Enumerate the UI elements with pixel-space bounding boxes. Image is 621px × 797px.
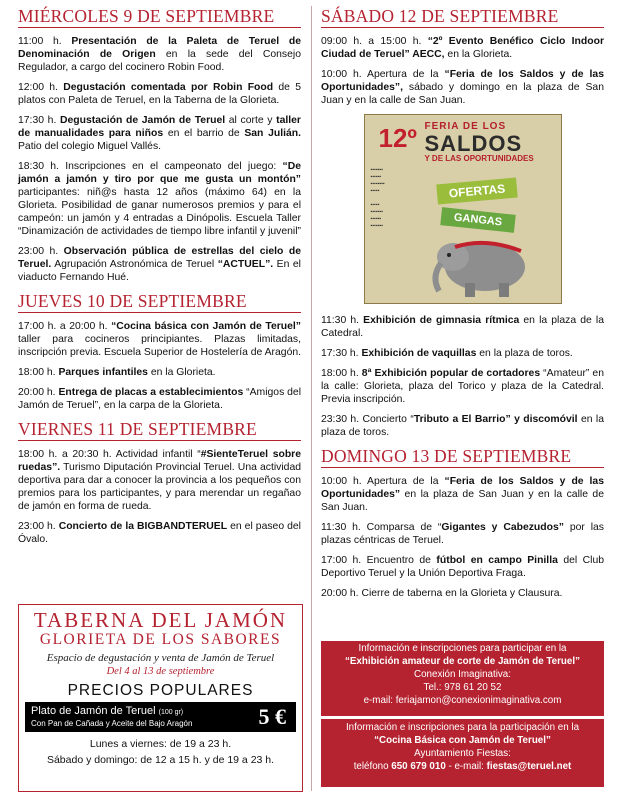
phone-text: 650 679 010 (391, 761, 446, 772)
event-item: 17:00 h. Encuentro de fútbol en campo Pinilla del Club Deportivo Teruel y la Unión Deportiva Fraga. (321, 555, 605, 579)
elephant-illustration (425, 233, 545, 299)
event-item: 18:00 h. Parques infantiles en la Glorieta. (18, 367, 216, 378)
event-item: 11:30 h. Exhibición de gimnasia rítmica en la plaza de la Catedral. (321, 315, 604, 339)
event-item: 20:00 h. Entrega de placas a establecimientos “Amigos del Jamón de Teruel”, en la carpa de la Glorieta. (18, 387, 302, 411)
taberna-title: TABERNA DEL JAMÓN (33, 608, 288, 632)
info-line: Información e inscripciones para participar en la (358, 643, 567, 654)
info-line: Conexión Imaginativa: (414, 669, 511, 680)
day-heading-thursday: JUEVES 10 DE SEPTIEMBRE (18, 291, 301, 313)
event-item: 20:00 h. Cierre de taberna en la Glorieta y Clausura. (321, 588, 563, 599)
event-item: 10:00 h. Apertura de la “Feria de los Saldos y de las Oportunidades”, sábado y domingo en la plaza de San Juan y en la calle de San Juan. (321, 69, 604, 106)
day-heading-friday: VIERNES 11 DE SEPTIEMBRE (18, 419, 301, 441)
phone-text: Tel.: 978 61 20 52 (423, 682, 502, 693)
hours-weekend: Sábado y domingo: de 12 a 15 h. y de 19 a 23 h. (46, 754, 275, 766)
plato-sublabel: Con Pan de Cañada y Aceite del Bajo Aragón (31, 719, 193, 728)
email-link[interactable]: e-mail: feriajamon@conexionimaginativa.com (363, 695, 562, 706)
event-item: 12:00 h. Degustación comentada por Robin Food de 5 platos con Paleta de Teruel, en la Taberna de la Glorieta. (18, 82, 301, 106)
taberna-dates: Del 4 al 13 de septiembre (106, 666, 215, 677)
price-banner (25, 702, 296, 732)
event-item: 18:00 h. a 20:30 h. Actividad infantil “#SienteTeruel sobre ruedas”. Turismo Diputación Provincial Teruel. Una actividad deportiva para dar a conocer la provincia a los pequeños con premios para los participantes, y para merendar un regañao de jamón en forma de rueda. (18, 449, 301, 512)
poster-line3: Y DE LAS OPORTUNIDADES (424, 154, 534, 163)
hours-weekdays: Lunes a viernes: de 19 a 23 h. (89, 738, 232, 750)
event-item: 23:00 h. Observación pública de estrellas del cielo de Teruel. Agrupación Astronómica de Teruel “ACTUEL”. En el viaducto Fernando Hué. (18, 246, 301, 283)
taberna-description: Espacio de degustación y venta de Jamón de Teruel (46, 652, 275, 664)
info-box-cocina (321, 719, 604, 787)
column-divider (311, 6, 312, 791)
event-item: 18:00 h. 8ª Exhibición popular de cortadores “Amateur” en la calle: Glorieta, plaza del Torico y plaza de la Catedral. Previa inscripción. (321, 368, 604, 405)
poster-gangas-sign: GANGAS (440, 207, 515, 233)
poster-ofertas-sign: OFERTAS (436, 178, 517, 205)
poster-number: 12º (378, 123, 417, 153)
event-item: 11:30 h. Comparsa de “Gigantes y Cabezudos” por las plazas céntricas de Teruel. (321, 522, 604, 546)
price-value: 5 € (258, 704, 286, 729)
poster-small-text: ▪▪▪▪▪▪▪ ▪▪▪▪▪▪ ▪▪▪▪▪▪▪▪ ▪▪▪▪▪ ▪▪▪▪▪ ▪▪▪▪▪▪▪ ▪▪▪▪▪▪ ▪▪▪▪▪▪▪ (370, 167, 385, 229)
event-item: 17:30 h. Exhibición de vaquillas en la plaza de toros. (321, 348, 573, 359)
day-heading-saturday: SÁBADO 12 DE SEPTIEMBRE (321, 6, 604, 28)
info-line: “Cocina Básica con Jamón de Teruel” (374, 735, 551, 746)
poster-line1: FERIA DE LOS (424, 121, 507, 132)
taberna-subtitle: GLORIETA DE LOS SABORES (39, 631, 282, 648)
info-box-cortadores (321, 641, 604, 716)
opening-hours (19, 736, 302, 768)
event-item: 17:30 h. Degustación de Jamón de Teruel al corte y taller de manualidades para niños en el barrio de San Julián. Patio del colegio Miguel Vallés. (18, 115, 301, 152)
event-item: 10:00 h. Apertura de la “Feria de los Saldos y de las Oportunidades” en la plaza de San Juan y en la calle de San Juan. (321, 476, 604, 513)
taberna-ad-box (18, 604, 303, 792)
day-heading-sunday: DOMINGO 13 DE SEPTIEMBRE (321, 446, 604, 468)
plato-label: Plato de Jamón de Teruel (100 gr) (31, 705, 184, 717)
info-line: Información e inscripciones para la participación en la (345, 722, 580, 733)
email-link[interactable]: fiestas@teruel.net (486, 761, 572, 772)
right-column (321, 6, 604, 607)
precios-heading: PRECIOS POPULARES (67, 682, 254, 699)
feria-saldos-poster (364, 114, 562, 304)
day-heading-wednesday: MIÉRCOLES 9 DE SEPTIEMBRE (18, 6, 301, 28)
event-item: 23:00 h. Concierto de la BIGBANDTERUEL en el paseo del Óvalo. (18, 521, 301, 545)
info-line: Ayuntamiento Fiestas: (414, 748, 511, 759)
contact-line: teléfono 650 679 010 - e-mail: fiestas@teruel.net (353, 761, 572, 772)
event-item: 09:00 h. a 15:00 h. “2º Evento Benéfico Ciclo Indoor Ciudad de Teruel” AECC, en la Glorieta. (321, 36, 604, 60)
event-item: 23:30 h. Concierto “Tributo a El Barrio” y discomóvil en la plaza de toros. (321, 414, 604, 438)
poster-line2: SALDOS (424, 131, 523, 156)
info-line: “Exhibición amateur de corte de Jamón de Teruel” (344, 656, 580, 667)
event-item: 17:00 h. a 20:00 h. “Cocina básica con Jamón de Teruel” taller para cocineros principiantes. Plazas limitadas, inscripción previa. Escuela Superior de Hostelería de Aragón. (18, 321, 302, 358)
event-item: 18:30 h. Inscripciones en el campeonato del juego: “De jamón a jamón y tiro por que me gusta un montón” participantes: niñ@s hasta 12 años (máximo 64) en la Glorieta. Posibilidad de ganar numerosos premios y para el campeón: un jamón y 4 entradas a Dinópolis. Escuela Taller “Dinamización de actividades de tiempo libre infantil y juvenil” (18, 161, 301, 237)
left-column (18, 6, 301, 553)
event-item: 11:00 h. Presentación de la Paleta de Teruel de Denominación de Origen en la sede del Consejo Regulador, a cargo del cocinero Robin Food. (18, 36, 301, 73)
